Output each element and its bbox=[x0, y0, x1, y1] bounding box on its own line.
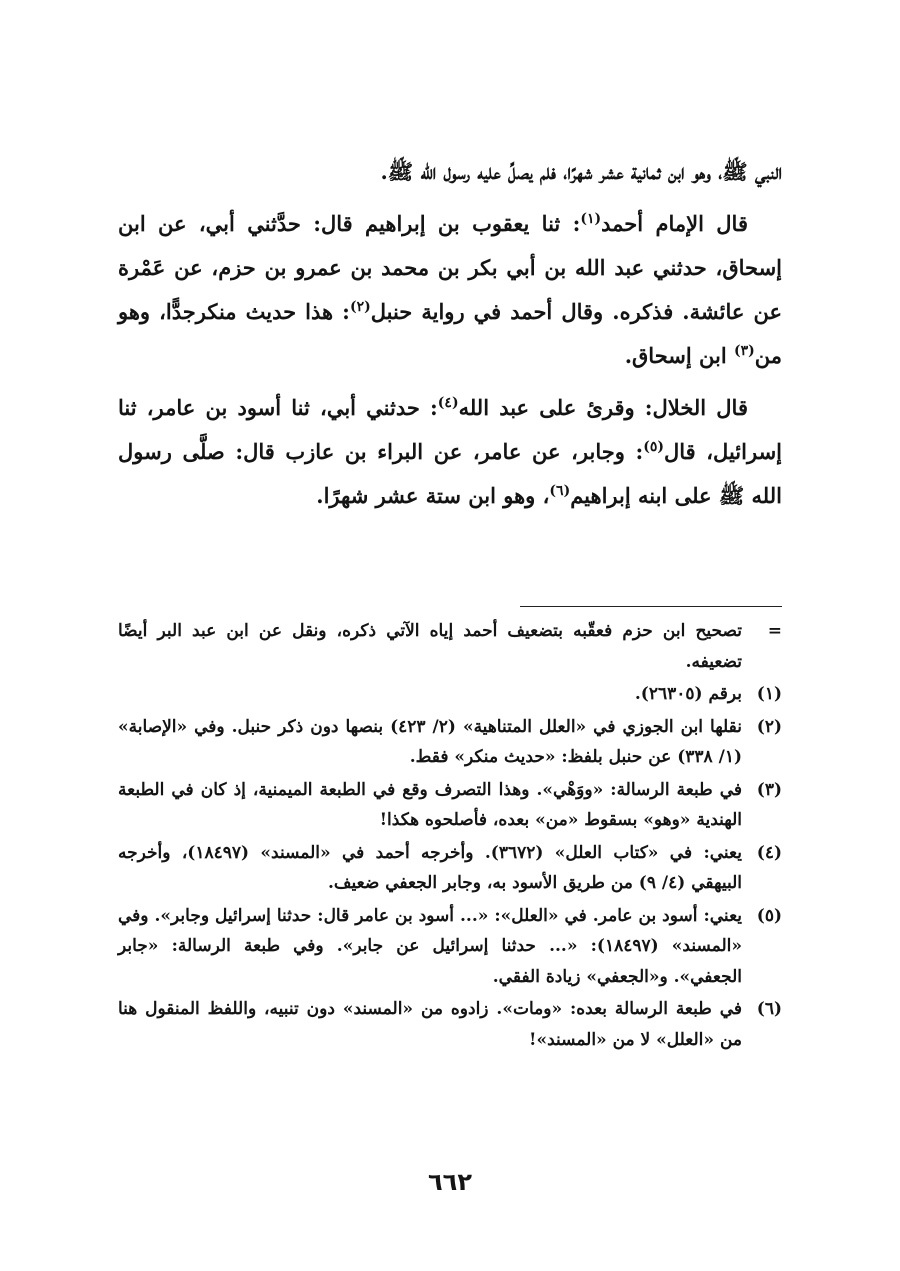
footnote-mark: = bbox=[767, 621, 782, 641]
paragraph-3 bbox=[118, 386, 782, 518]
footnote-ref-2: (٢) bbox=[349, 299, 371, 315]
paragraph-3-text-a: قال الخلال: وقرئ على عبد الله bbox=[458, 395, 748, 420]
paragraph-2-text-a: قال الإمام أحمد bbox=[601, 211, 748, 236]
paragraph-1-text: النبي ﷺ، وهو ابن ثمانية عشر شهرًا، فلم يصلِّ عليه رسول الله ﷺ. bbox=[380, 159, 782, 184]
paragraph-2-text-b: : ثنا يعقوب بن إبراهيم قال: حدَّثني أبي، عن ابن إسحاق، حدثني عبد الله بن أبي بكر بن محمد بن عمرو بن حزم، عن عَمْرة عن عائشة. فذكره. وقال أحمد في رواية حنبل bbox=[118, 211, 782, 324]
footnotes bbox=[118, 616, 782, 1057]
paragraph-1 bbox=[118, 150, 782, 194]
paragraph-2-text-c: : هذا حديث منكرجدًّا، وهو من bbox=[118, 299, 782, 368]
footnote-ref-5: (٥) bbox=[643, 439, 664, 455]
footnote-text: في طبعة الرسالة بعده: «ومات». زادوه من «المسند» دون تنبيه، واللفظ المنقول هنا من «العلل» لا من «المسند»! bbox=[118, 999, 742, 1050]
footnote-mark: (٣) bbox=[756, 779, 782, 800]
footnote-ref-3: (٣) bbox=[733, 343, 755, 359]
footnote-4 bbox=[118, 838, 782, 899]
footnote-text: تصحيح ابن حزم فعقّبه بتضعيف أحمد إياه الآتي ذكره، ونقل عن ابن عبد البر أيضًا تضعيفه. bbox=[118, 621, 742, 672]
footnote-text: برقم (٢٦٣٠٥). bbox=[634, 684, 742, 704]
paragraph-3-text-c: : وجابر، عن عامر، عن البراء بن عازب قال: صلَّى رسول الله ﷺ على ابنه إبراهيم bbox=[118, 439, 782, 508]
footnote-ref-4: (٤) bbox=[437, 395, 459, 411]
footnote-separator bbox=[520, 606, 782, 607]
footnote-ref-6: (٦) bbox=[549, 483, 571, 499]
footnote-mark: (٥) bbox=[756, 905, 782, 926]
footnote-6 bbox=[118, 994, 782, 1055]
footnote-text: يعني: أسود بن عامر. في «العلل»: «... أسود بن عامر قال: حدثنا إسرائيل وجابر». وفي «المسند» (١٨٤٩٧): «... حدثنا إسرائيل عن جابر». وفي طبعة الرسالة: «جابر الجعفي». و«الجعفي» زيادة الفقي. bbox=[118, 905, 742, 987]
footnote-continuation bbox=[118, 616, 782, 677]
footnote-mark: (٤) bbox=[756, 842, 782, 863]
page-number: ٦٦٢ bbox=[428, 1168, 472, 1196]
paragraph-3-text-d: ، وهو ابن ستة عشر شهرًا. bbox=[316, 483, 550, 508]
footnote-text: نقلها ابن الجوزي في «العلل المتناهية» (٢/ ٤٢٣) بنصها دون ذكر حنبل. وفي «الإصابة» (١/ ٣٣٨) عن حنبل بلفظ: «حديث منكر» فقط. bbox=[118, 716, 742, 767]
paragraph-2 bbox=[118, 202, 782, 378]
footnote-5 bbox=[118, 901, 782, 993]
main-text bbox=[118, 150, 782, 518]
footnote-text: يعني: في «كتاب العلل» (٣٦٧٢). وأخرجه أحمد في «المسند» (١٨٤٩٧)، وأخرجه البيهقي (٤/ ٩) من طريق الأسود به، وجابر الجعفي ضعيف. bbox=[118, 842, 742, 893]
footnote-text: في طبعة الرسالة: «ووَهْي». وهذا التصرف وقع في الطبعة الميمنية، إذ كان في الطبعة الهندية «وهو» بسقوط «من» بعده، فأصلحوه هكذا! bbox=[118, 779, 742, 830]
footnote-3 bbox=[118, 775, 782, 836]
footnote-mark: (١) bbox=[756, 684, 782, 704]
footnote-ref-1: (١) bbox=[580, 211, 602, 227]
footnote-1 bbox=[118, 679, 782, 710]
footnote-2 bbox=[118, 712, 782, 773]
paragraph-3-text-b: : حدثني أبي، ثنا أسود بن عامر، ثنا إسرائيل، قال bbox=[118, 395, 782, 464]
paragraph-2-text-d: ابن إسحاق. bbox=[624, 343, 734, 368]
footnote-mark: (٢) bbox=[756, 716, 782, 737]
footnote-mark: (٦) bbox=[756, 999, 782, 1019]
